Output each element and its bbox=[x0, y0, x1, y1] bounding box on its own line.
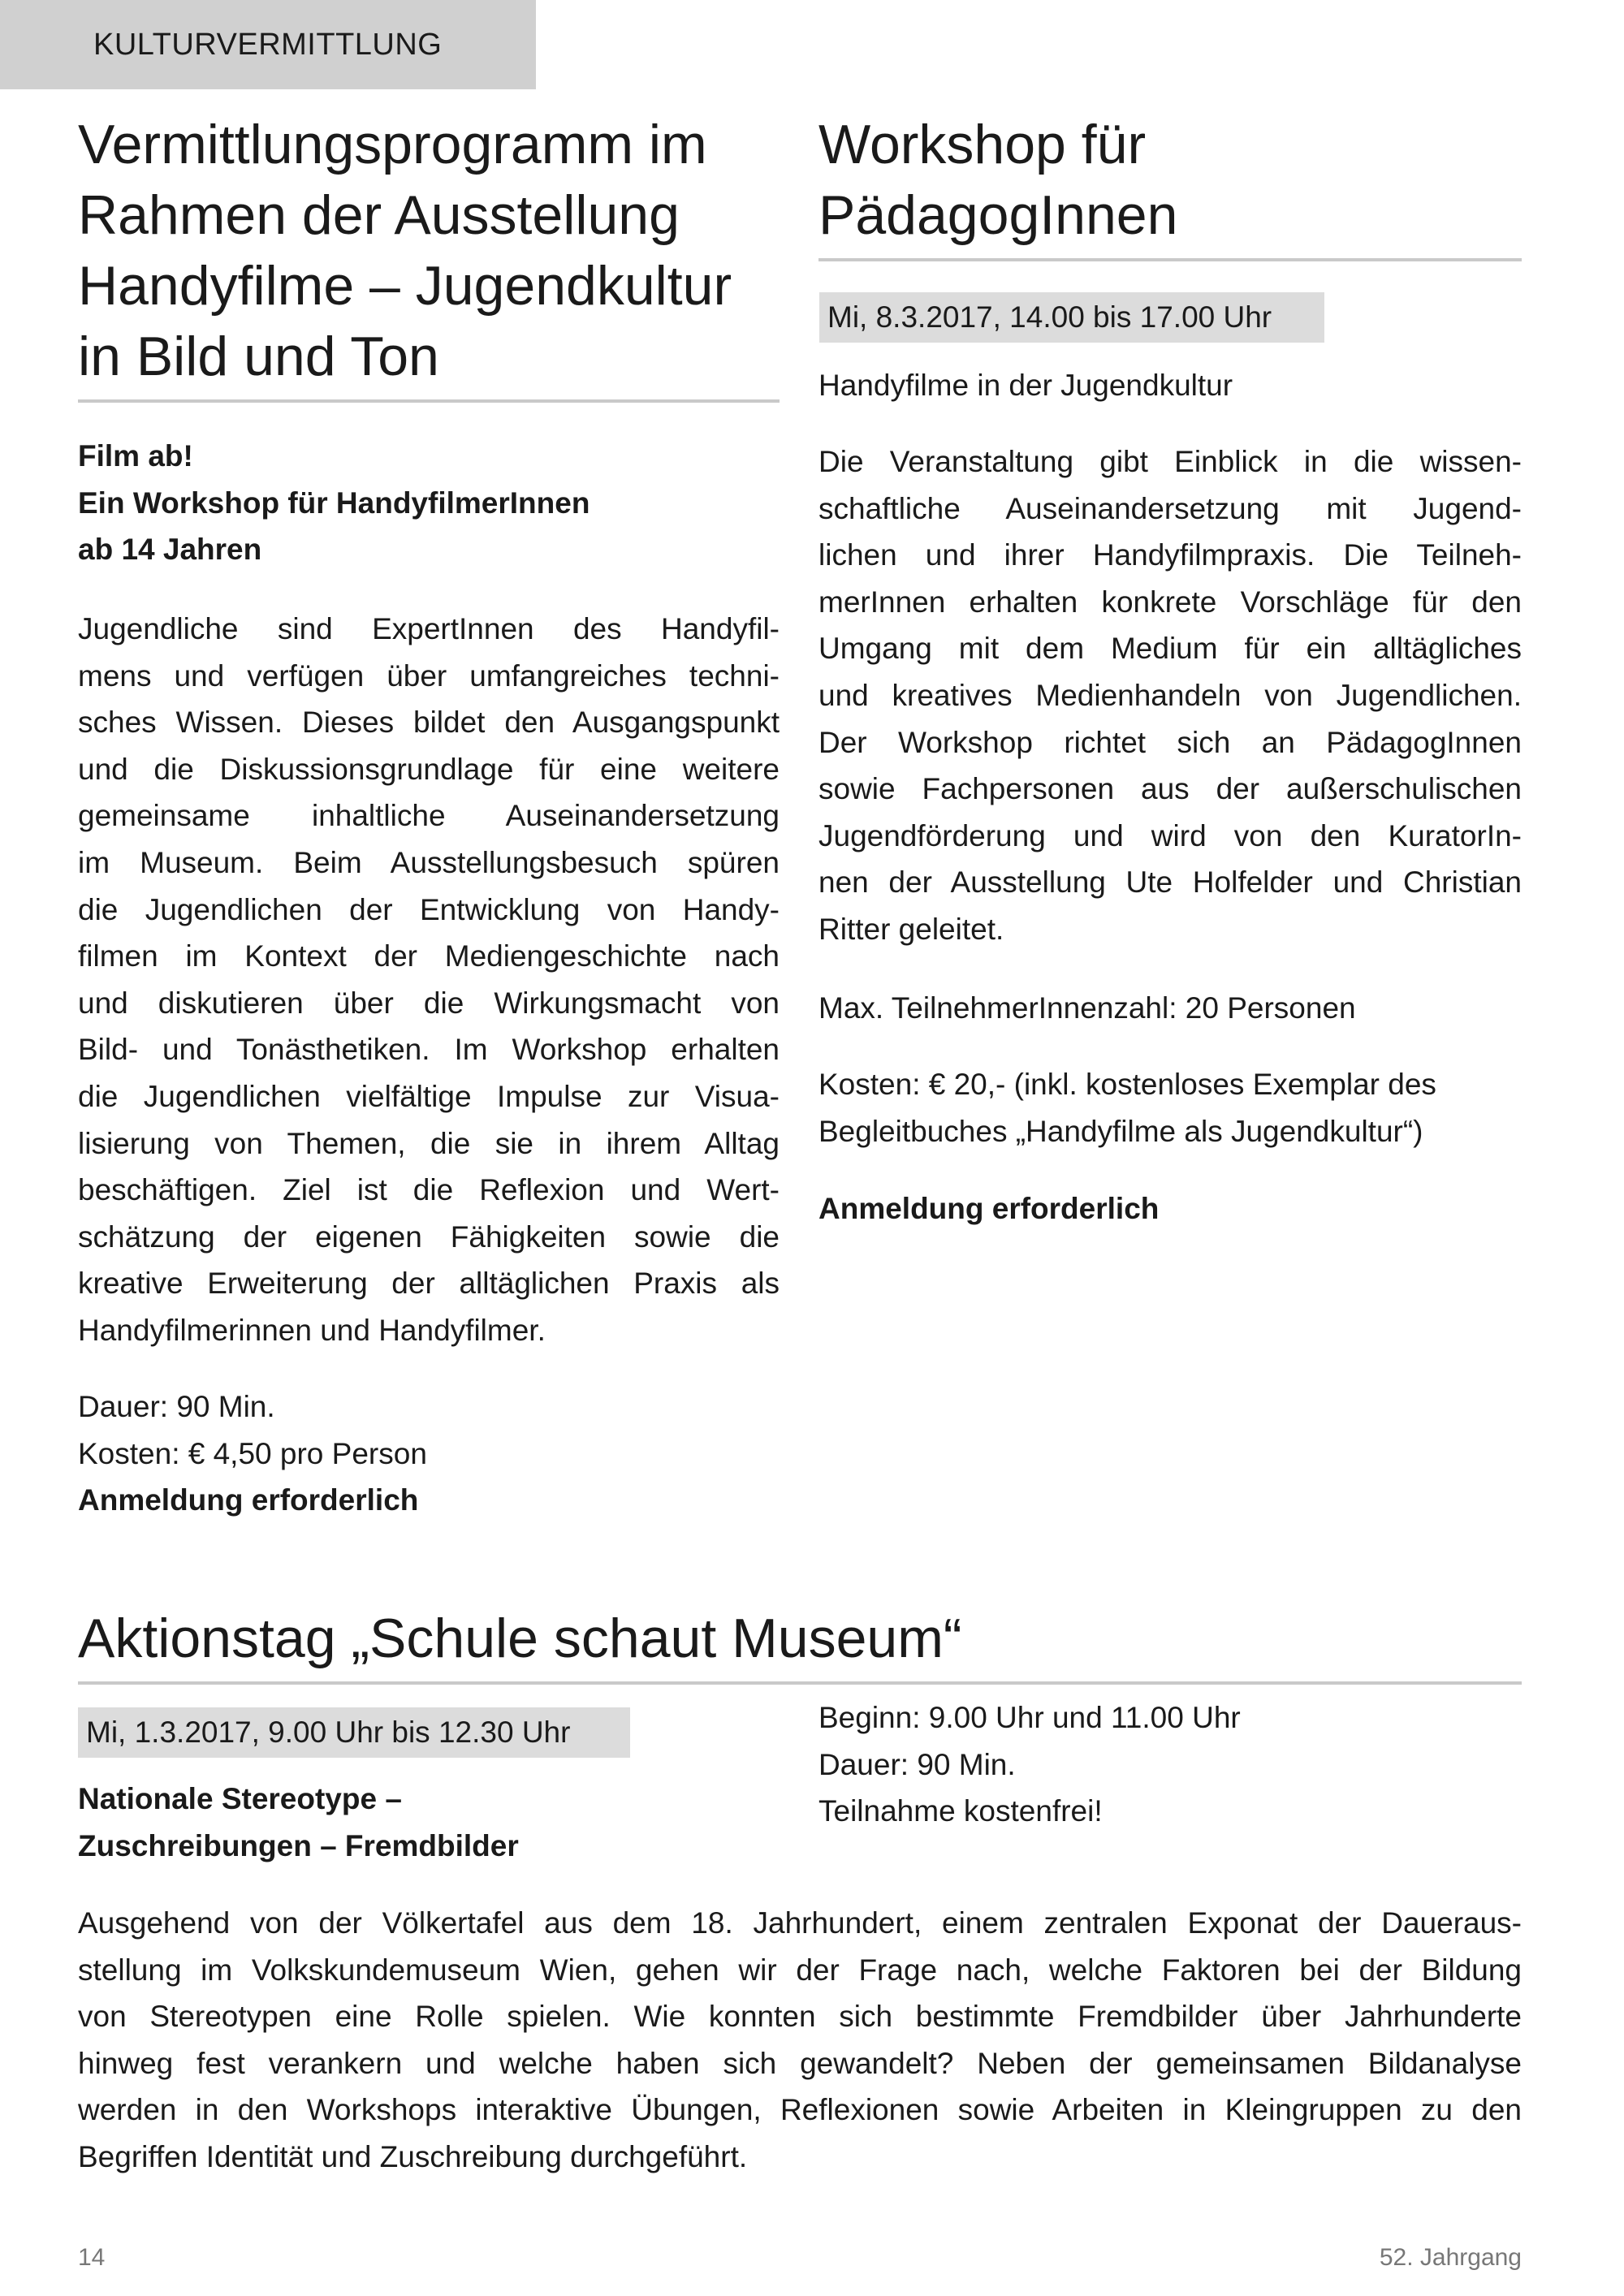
body-line: die Jugendlichen vielfältige Impulse zur Visua- bbox=[78, 1079, 780, 1113]
divider bbox=[78, 399, 780, 403]
right-cost bbox=[818, 1061, 1436, 1154]
left-details bbox=[78, 1383, 427, 1524]
max-participants bbox=[818, 985, 1356, 1032]
info-line: Dauer: 90 Min. bbox=[818, 1747, 1016, 1781]
body-line: mens und verfügen über umfangreiches techni- bbox=[78, 658, 780, 693]
body-line: filmen im Kontext der Mediengeschichte nach bbox=[78, 939, 780, 973]
topic-line: Handyfilme in der Jugendkultur bbox=[818, 369, 1233, 402]
body-line: Bild- und Tonästhetiken. Im Workshop erhalten bbox=[78, 1033, 780, 1067]
duration: Dauer: 90 Min. bbox=[78, 1390, 275, 1423]
body-line: und die Diskussionsgrundlage für eine weitere bbox=[78, 752, 780, 786]
body-line: gemeinsame inhaltliche Auseinandersetzung bbox=[78, 799, 780, 833]
cost-line: Kosten: € 20,- (inkl. kostenloses Exemplar des bbox=[818, 1068, 1436, 1101]
body-line: hinweg fest verankern und welche haben sich gewandelt? Neben der gemeinsamen Bildanalyse bbox=[78, 2046, 1522, 2080]
body-line: Umgang mit dem Medium für ein alltägliches bbox=[818, 632, 1522, 666]
date-badge: Mi, 8.3.2017, 14.00 bis 17.00 Uhr bbox=[819, 292, 1324, 343]
cost-line: Begleitbuches „Handyfilme als Jugendkultur“) bbox=[818, 1114, 1423, 1148]
body-line: sowie Fachpersonen aus der außerschulischen bbox=[818, 772, 1522, 806]
left-title bbox=[78, 110, 732, 392]
registration-note: Anmeldung erforderlich bbox=[78, 1483, 419, 1517]
topic bbox=[818, 362, 1233, 409]
body-line: Jugendliche sind ExpertInnen des Handyfil- bbox=[78, 612, 780, 645]
body-line: werden in den Workshops interaktive Übungen, Reflexionen sowie Arbeiten in Kleingruppen zu den bbox=[78, 2093, 1522, 2127]
aktionstag-info bbox=[818, 1694, 1241, 1835]
body-line: kreative Erweiterung der alltäglichen Praxis als bbox=[78, 1267, 780, 1301]
body-line: Der Workshop richtet sich an PädagogInnen bbox=[818, 725, 1522, 759]
body-line: stellung im Volkskundemuseum Wien, gehen wir der Frage nach, welche Faktoren bei der Bildung bbox=[78, 1953, 1522, 1987]
body-line: und kreatives Medienhandeln von Jugendlichen. bbox=[818, 678, 1522, 712]
divider bbox=[818, 258, 1522, 261]
subtitle-line: ab 14 Jahren bbox=[78, 533, 262, 567]
aktionstag-title: Aktionstag „Schule schaut Museum“ bbox=[78, 1608, 962, 1669]
right-title bbox=[818, 110, 1177, 251]
date-badge: Mi, 1.3.2017, 9.00 Uhr bis 12.30 Uhr bbox=[78, 1707, 630, 1758]
section-header bbox=[0, 0, 536, 89]
body-line: von Stereotypen eine Rolle spielen. Wie konnten sich bestimmte Fremdbilder über Jahrhunderte bbox=[78, 2000, 1522, 2034]
left-subtitle bbox=[78, 433, 590, 573]
body-line: Begriffen Identität und Zuschreibung durchgeführt. bbox=[78, 2139, 748, 2173]
body-line: merInnen erhalten konkrete Vorschläge für den bbox=[818, 585, 1522, 619]
page-number: 14 bbox=[78, 2244, 106, 2271]
subtitle-line: Film ab! bbox=[78, 439, 193, 473]
body-line: sches Wissen. Dieses bildet den Ausgangspunkt bbox=[78, 706, 780, 740]
divider bbox=[78, 1681, 1522, 1685]
body-line: im Museum. Beim Ausstellungsbesuch spüren bbox=[78, 845, 780, 879]
aktionstag-subtitle bbox=[78, 1776, 519, 1869]
title-line: PädagogInnen bbox=[818, 184, 1178, 246]
title-line: Vermittlungsprogramm im bbox=[78, 114, 707, 175]
body-line: Ritter geleitet. bbox=[818, 912, 1004, 946]
subtitle-line: Nationale Stereotype – bbox=[78, 1782, 402, 1815]
body-line: schaftliche Auseinandersetzung mit Jugend- bbox=[818, 491, 1522, 525]
title-line: Handyfilme – Jugendkultur bbox=[78, 255, 732, 317]
info-line: Beginn: 9.00 Uhr und 11.00 Uhr bbox=[818, 1701, 1241, 1734]
aktionstag-body-text bbox=[78, 1900, 1522, 2181]
registration-note: Anmeldung erforderlich bbox=[818, 1192, 1160, 1225]
body-line: lichen und ihrer Handyfilmpraxis. Die Teilneh- bbox=[818, 538, 1522, 572]
subtitle-line: Ein Workshop für HandyfilmerInnen bbox=[78, 486, 590, 520]
section-label: KULTURVERMITTLUNG bbox=[93, 28, 443, 62]
body-line: die Jugendlichen der Entwicklung von Handy- bbox=[78, 892, 780, 926]
cost: Kosten: € 4,50 pro Person bbox=[78, 1436, 427, 1470]
body-line: Handyfilmerinnen und Handyfilmer. bbox=[78, 1313, 546, 1347]
right-registration bbox=[818, 1185, 1159, 1232]
title-line: in Bild und Ton bbox=[78, 326, 439, 387]
body-line: Jugendförderung und wird von den KuratorIn- bbox=[818, 818, 1522, 852]
volume-label: 52. Jahrgang bbox=[1379, 2244, 1522, 2271]
body-line: und diskutieren über die Wirkungsmacht von bbox=[78, 986, 780, 1020]
right-body-text bbox=[818, 438, 1522, 953]
body-line: nen der Ausstellung Ute Holfelder und Christian bbox=[818, 865, 1522, 900]
body-line: Ausgehend von der Völkertafel aus dem 18. Jahrhundert, einem zentralen Exponat der Daueraus- bbox=[78, 1906, 1522, 1940]
title-line: Rahmen der Ausstellung bbox=[78, 184, 680, 246]
info-line: Teilnahme kostenfrei! bbox=[818, 1794, 1103, 1828]
body-line: lisierung von Themen, die sie in ihrem Alltag bbox=[78, 1126, 780, 1160]
left-body-text bbox=[78, 606, 780, 1354]
subtitle-line: Zuschreibungen – Fremdbilder bbox=[78, 1828, 519, 1862]
body-line: beschäftigen. Ziel ist die Reflexion und Wert- bbox=[78, 1173, 780, 1207]
max-participants-line: Max. TeilnehmerInnenzahl: 20 Personen bbox=[818, 991, 1356, 1025]
title-line: Workshop für bbox=[818, 114, 1147, 175]
body-line: schätzung der eigenen Fähigkeiten sowie die bbox=[78, 1219, 780, 1254]
body-line: Die Veranstaltung gibt Einblick in die wissen- bbox=[818, 445, 1522, 478]
